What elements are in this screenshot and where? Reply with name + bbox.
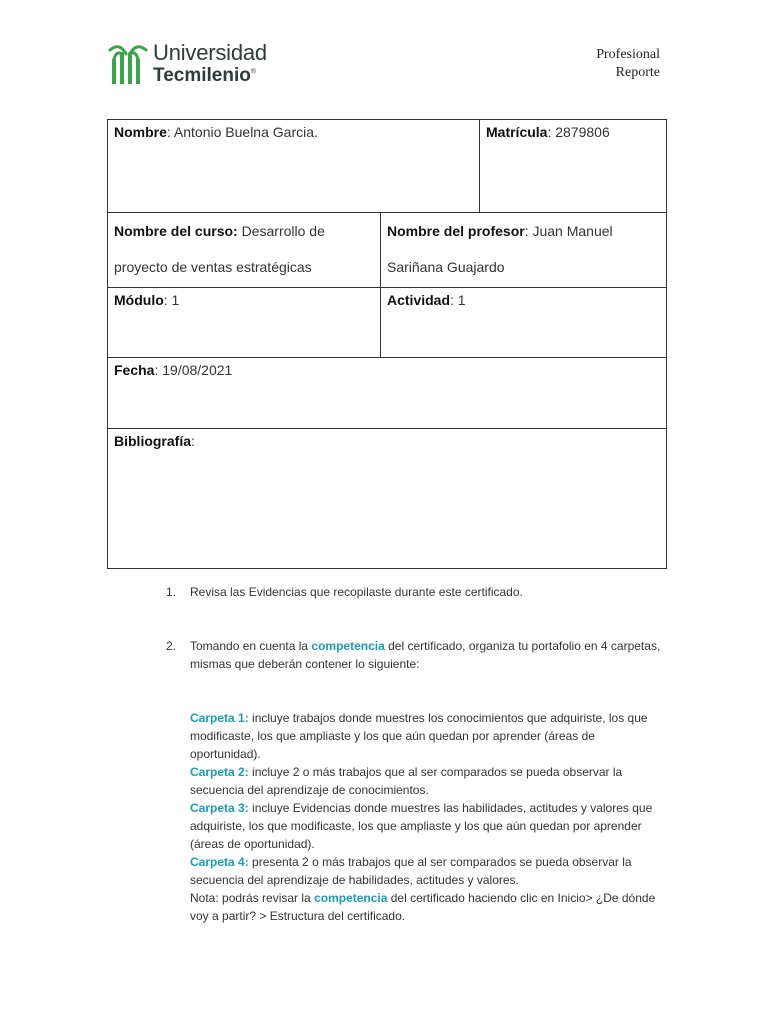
actividad-label: Actividad	[387, 292, 451, 308]
fecha-cell	[108, 358, 667, 429]
folders-description	[166, 709, 662, 925]
matricula-value: : 2879806	[547, 124, 610, 140]
matricula-cell	[480, 120, 667, 213]
carpeta-3: Carpeta 3: incluye Evidencias donde muestres las habilidades, actitudes y valores que adquiriste, los que modificaste, los que ampliaste y los que aún quedan por aprender (áreas de oportunidad).	[190, 801, 653, 851]
profesor-value: : Juan Manuel Sariñana Guajardo	[387, 223, 613, 275]
instruction-item-2	[166, 637, 662, 673]
header-labels	[596, 46, 660, 82]
modulo-label: Módulo	[114, 292, 164, 308]
tecmilenio-leaf-icon	[108, 40, 148, 84]
carpeta-4: Carpeta 4: presenta 2 o más trabajos que al ser comparados se pueda observar la secuencia del aprendizaje de habilidades, actitudes y valores.	[190, 855, 632, 887]
carpeta-2: Carpeta 2: incluye 2 o más trabajos que al ser comparados se pueda observar la secuencia del aprendizaje de conocimientos.	[190, 765, 623, 797]
fecha-label: Fecha	[114, 362, 155, 378]
item-text: Tomando en cuenta la competencia del certificado, organiza tu portafolio en 4 carpetas, mismas que deberán contener lo siguiente:	[190, 639, 661, 671]
curso-label: Nombre del curso:	[114, 223, 238, 239]
bibliografia-cell	[108, 429, 667, 569]
bibliografia-value: :	[191, 433, 195, 449]
profesor-label: Nombre del profesor	[387, 223, 525, 239]
carpeta-1-label: Carpeta 1:	[190, 711, 249, 725]
item-number: 1.	[166, 585, 177, 599]
carpeta-2-label: Carpeta 2:	[190, 765, 249, 779]
carpeta-1: Carpeta 1: incluye trabajos donde muestres los conocimientos que adquiriste, los que modificaste, los que ampliaste y los que aún quedan por aprender (áreas de oportunidad).	[190, 711, 648, 761]
matricula-label: Matrícula	[486, 124, 548, 140]
student-info-table	[107, 119, 667, 569]
nombre-value: : Antonio Buelna Garcia.	[166, 124, 318, 140]
curso-value: Desarrollo de proyecto de ventas estratégicas	[114, 223, 325, 275]
modulo-value: : 1	[163, 292, 180, 308]
modulo-cell	[108, 288, 381, 358]
nota: Nota: podrás revisar la competencia del certificado haciendo clic en Inicio> ¿De dónde voy a partir? > Estructura del certificado.	[190, 891, 656, 923]
header-reporte: Reporte	[615, 65, 660, 80]
item-text: Revisa las Evidencias que recopilaste durante este certificado.	[190, 585, 523, 599]
instructions-list	[166, 583, 662, 925]
logo-tecmilenio-text: Tecmilenio®	[153, 65, 257, 86]
instruction-item-1	[166, 583, 662, 601]
nombre-cell	[108, 120, 480, 213]
item-number: 2.	[166, 639, 177, 653]
competencia-highlight: competencia	[311, 639, 385, 653]
university-logo	[108, 38, 268, 90]
bibliografia-label: Bibliografía	[114, 433, 192, 449]
carpeta-4-label: Carpeta 4:	[190, 855, 249, 869]
actividad-value: : 1	[450, 292, 466, 308]
logo-university-text: Universidad	[153, 40, 267, 65]
nombre-label: Nombre	[114, 124, 167, 140]
curso-cell	[108, 213, 381, 288]
fecha-value: : 19/08/2021	[154, 362, 233, 378]
nota-competencia-highlight: competencia	[314, 891, 388, 905]
profesor-cell	[381, 213, 667, 288]
carpeta-3-label: Carpeta 3:	[190, 801, 249, 815]
actividad-cell	[381, 288, 667, 358]
header-profesional: Profesional	[596, 47, 660, 62]
